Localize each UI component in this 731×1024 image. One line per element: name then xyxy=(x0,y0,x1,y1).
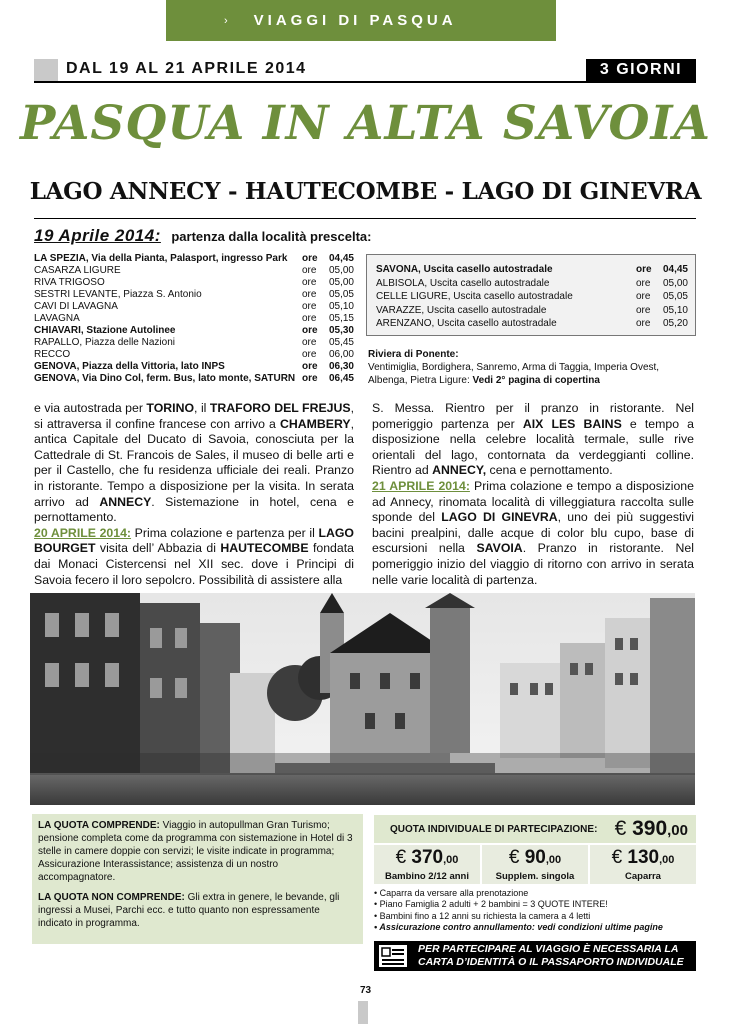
departure-ore: ore xyxy=(302,373,318,384)
departure-time: 06,45 xyxy=(328,373,354,384)
departure-time: 05,05 xyxy=(328,289,354,300)
departure-place: VARAZZE, Uscita casello autostradale xyxy=(376,304,547,316)
euro-icon: € xyxy=(614,817,627,840)
ponente-line2-wrap xyxy=(368,374,698,387)
day1-text: partenza dalla località prescelta: xyxy=(171,229,372,244)
departure-row xyxy=(34,313,354,325)
trip-duration-badge: 3 GIORNI xyxy=(586,59,696,81)
place-name: SAVOIA xyxy=(476,541,523,556)
dates-header xyxy=(34,59,696,83)
price-cell-caparra xyxy=(590,845,696,884)
note-item: • Caparra da versare alla prenotazione xyxy=(374,888,529,898)
departure-ore: ore xyxy=(302,265,317,276)
departure-row xyxy=(376,317,688,331)
note-item: • Piano Famiglia 2 adulti + 2 bambini = 3 QUOTE INTERE! xyxy=(374,899,608,910)
place-name: HAUTECOMBE xyxy=(220,541,309,556)
euro-icon: € xyxy=(508,847,520,868)
warning-line2: CARTA D’IDENTITÀ O IL PASSAPORTO INDIVIDUALE xyxy=(418,956,684,968)
price-dec: ,00 xyxy=(659,854,675,866)
departure-row xyxy=(34,277,354,289)
section-banner xyxy=(166,0,556,41)
day2-date: 20 APRILE 2014: xyxy=(34,525,132,540)
page-subtitle: LAGO ANNECY - HAUTECOMBE - LAGO DI GINEVRA xyxy=(29,178,702,205)
annecy-photo xyxy=(30,593,695,805)
place-name: LAGO BOURGET xyxy=(34,525,354,556)
departure-time: 05,15 xyxy=(328,313,354,324)
place-name: CHAMBERY xyxy=(279,416,351,431)
place-name: ANNECY, xyxy=(432,463,487,478)
price-cell-singola xyxy=(482,845,588,884)
text: , il xyxy=(194,401,210,415)
departure-ore: ore xyxy=(302,325,318,336)
quota-box xyxy=(32,814,363,944)
departure-time: 05,05 xyxy=(662,291,688,302)
text: . Sistemazione in hotel, cena e pernottamento. xyxy=(34,494,354,525)
ponente-note: Vedi 2° pagina di copertina xyxy=(472,375,600,386)
divider xyxy=(34,218,696,219)
departure-row xyxy=(34,265,354,277)
departure-time: 05,00 xyxy=(328,277,354,288)
price-label: Caparra xyxy=(625,871,661,882)
departure-ore: ore xyxy=(636,304,651,316)
price-int: 130 xyxy=(627,847,660,868)
departure-time: 04,45 xyxy=(662,264,688,275)
departure-time: 05,45 xyxy=(328,337,354,348)
departure-place: ARENZANO, Uscita casello autostradale xyxy=(376,318,557,329)
price-value xyxy=(590,847,696,871)
departure-time: 06,00 xyxy=(328,349,354,360)
chevron-right-icon: › xyxy=(224,14,228,27)
departure-row xyxy=(376,304,688,318)
departure-time: 06,30 xyxy=(328,361,354,372)
departure-time: 05,30 xyxy=(328,325,354,336)
departure-time: 04,45 xyxy=(328,253,354,264)
departure-ore: ore xyxy=(302,289,317,300)
departure-ore: ore xyxy=(302,313,317,324)
quota-comprende-text: Viaggio in autopullman Gran Turismo; pensione completa come da programma con sistemazione in Hotel di 3 stelle in camere doppie con servizi; le visite indicate in programma; Assicurazione Interassistance; assistenza di un nostro accompagnatore. xyxy=(38,820,353,883)
itinerary-column-1 xyxy=(34,401,354,588)
departures-list-left xyxy=(34,253,354,385)
price-notes xyxy=(374,888,699,933)
departures-list-right xyxy=(376,263,688,331)
price-header-label: QUOTA INDIVIDUALE DI PARTECIPAZIONE: xyxy=(390,823,598,835)
place-name: TRAFORO DEL FREJUS xyxy=(209,401,351,415)
departure-place: RECCO xyxy=(34,349,71,360)
departure-row xyxy=(34,301,354,313)
page-number: 73 xyxy=(359,985,372,996)
departure-row xyxy=(34,349,354,361)
quota-comprende-heading: LA QUOTA COMPRENDE: xyxy=(38,820,160,831)
id-card-icon xyxy=(378,944,408,968)
text: Prima colazione e tempo a disposizione ad Annecy, rinomata località di villeggiatura raccolta sulle sponde del xyxy=(372,478,694,525)
departure-place: CELLE LIGURE, Uscita casello autostradale xyxy=(376,291,573,302)
main-price-int: 390 xyxy=(632,817,668,840)
departure-place: SESTRI LEVANTE, Piazza S. Antonio xyxy=(34,289,202,300)
price-value xyxy=(374,847,480,871)
departure-row xyxy=(34,253,354,265)
place-name: LAGO DI GINEVRA xyxy=(441,510,558,525)
place-name: AIX LES BAINS xyxy=(522,416,622,431)
trip-dates: DAL 19 AL 21 APRILE 2014 xyxy=(66,60,307,77)
departure-ore: ore xyxy=(302,349,317,360)
departure-place: ALBISOLA, Uscita casello autostradale xyxy=(376,277,550,289)
ponente-line2: Albenga, Pietra Ligure: xyxy=(368,375,470,386)
departure-ore: ore xyxy=(636,277,651,289)
text: , uno dei più suggestivi bacini prealpini, dalle acque di color blu cupo, base di escursioni nella xyxy=(372,510,694,556)
departure-place: GENOVA, Piazza della Vittoria, lato INPS xyxy=(34,361,225,372)
departure-row xyxy=(34,361,354,373)
text: S. Messa. Rientro per il pranzo in ristorante. Nel pomeriggio partenza per xyxy=(372,401,694,431)
price-label: Bambino 2/12 anni xyxy=(385,871,469,882)
text: e tempo a disposizione nella celebre località termale, sulle rive orientali del lago, contornata da verdeggianti colline. Rientro ad xyxy=(372,416,694,478)
departure-row xyxy=(376,277,688,291)
text: cena e pernottamento. xyxy=(486,463,613,478)
departure-place: CASARZA LIGURE xyxy=(34,265,121,276)
departure-place: LAVAGNA xyxy=(34,313,80,324)
day3-date: 21 APRILE 2014: xyxy=(372,478,470,493)
price-cell-bambino xyxy=(374,845,480,884)
price-int: 370 xyxy=(411,847,444,868)
departure-ore: ore xyxy=(302,253,318,264)
departure-ore: ore xyxy=(302,337,317,348)
departure-place: SAVONA, Uscita casello autostradale xyxy=(376,264,553,275)
departure-place: CHIAVARI, Stazione Autolinee xyxy=(34,325,176,336)
note-item: • Bambini fino a 12 anni su richiesta la camera a 4 letti xyxy=(374,910,591,921)
departure-time: 05,00 xyxy=(662,277,688,289)
day1-date: 19 Aprile 2014: xyxy=(34,226,161,245)
departure-ore: ore xyxy=(636,318,651,329)
price-header xyxy=(374,815,696,843)
gray-marker xyxy=(34,59,58,81)
departure-row xyxy=(34,337,354,349)
quota-non-heading: LA QUOTA NON COMPRENDE: xyxy=(38,892,185,903)
departure-ore: ore xyxy=(302,277,317,288)
text: Prima colazione e partenza per il xyxy=(131,525,319,540)
departure-row xyxy=(376,290,688,304)
main-price xyxy=(615,817,688,841)
euro-icon: € xyxy=(611,847,623,868)
departure-row xyxy=(34,289,354,301)
text: visita dell’ Abbazia di xyxy=(95,541,221,556)
banner-label: VIAGGI DI PASQUA xyxy=(253,12,457,29)
departure-row xyxy=(34,325,354,337)
departure-place: RIVA TRIGOSO xyxy=(34,277,105,288)
page-tab-marker xyxy=(358,1001,368,1024)
price-label: Supplem. singola xyxy=(495,871,575,882)
departure-place: GENOVA, Via Dino Col, ferm. Bus, lato monte, SATURN xyxy=(34,373,296,384)
quota-non-comprende xyxy=(38,891,357,930)
departure-time: 05,20 xyxy=(662,318,688,329)
price-dec: ,00 xyxy=(545,854,562,866)
ponente-heading: Riviera di Ponente: xyxy=(368,349,459,360)
text: . Pranzo in ristorante. Nel pomeriggio inizio del viaggio di ritorno con arrivo in serata nelle varie località di partenza. xyxy=(372,541,694,587)
departure-time: 05,10 xyxy=(328,301,354,312)
main-price-dec: ,00 xyxy=(667,822,688,839)
departure-place: RAPALLO, Piazza delle Nazioni xyxy=(34,337,175,348)
departure-ore: ore xyxy=(302,301,317,312)
document-warning xyxy=(374,941,696,971)
price-value xyxy=(482,847,588,871)
text: e via autostrada per xyxy=(34,401,147,415)
place-name: TORINO xyxy=(146,401,195,415)
euro-icon: € xyxy=(395,847,407,868)
price-cells xyxy=(374,845,696,884)
departure-time: 05,00 xyxy=(328,265,354,276)
warning-text xyxy=(418,943,684,969)
departure-ore: ore xyxy=(636,264,652,275)
day1-heading xyxy=(34,226,371,246)
departure-ore: ore xyxy=(302,361,318,372)
text: , si attraversa il confine francese con arrivo a xyxy=(34,401,354,431)
departure-row xyxy=(376,263,688,277)
riviera-ponente-note xyxy=(368,348,698,387)
departure-row xyxy=(34,373,354,385)
departure-place: CAVI DI LAVAGNA xyxy=(34,301,118,312)
place-name: ANNECY xyxy=(99,494,152,509)
departure-place: LA SPEZIA, Via della Pianta, Palasport, ingresso Park xyxy=(34,253,288,264)
quota-comprende xyxy=(38,819,357,884)
departure-ore: ore xyxy=(636,291,651,302)
text: , antica Capitale del Ducato di Savoia, conosciuta per la Cattedrale di St. Francois de Sales, il museo di belle arti e per il Castello, che fu residenza ufficiale dei reali. Pranzo in ristorante. Tempo a disposizione per la visita. In serata arrivo ad xyxy=(34,416,354,509)
annecy-photo-image xyxy=(30,593,695,805)
ponente-line1: Ventimiglia, Bordighera, Sanremo, Arma di Taggia, Imperia Ovest, xyxy=(368,362,660,373)
price-dec: ,00 xyxy=(443,854,459,866)
page-title: PASQUA IN ALTA SAVOIA xyxy=(20,96,711,151)
price-int: 90 xyxy=(524,847,546,868)
note-insurance: • Assicurazione contro annullamento: vedi condizioni ultime pagine xyxy=(374,921,663,932)
itinerary-column-2 xyxy=(372,401,694,588)
departure-time: 05,10 xyxy=(662,304,688,316)
text: fondata dai Monaci Cistercensi nel XII sec. dove i Principi di Savoia fecero il loro sepolcro. Possibilità di assistere alla xyxy=(34,541,354,587)
warning-line1: PER PARTECIPARE AL VIAGGIO È NECESSARIA LA xyxy=(418,943,679,955)
quota-non-text: Gli extra in genere, le bevande, gli ingressi a Musei, Parchi ecc. e tutto quanto non espressamente indicato in programma. xyxy=(38,892,340,929)
